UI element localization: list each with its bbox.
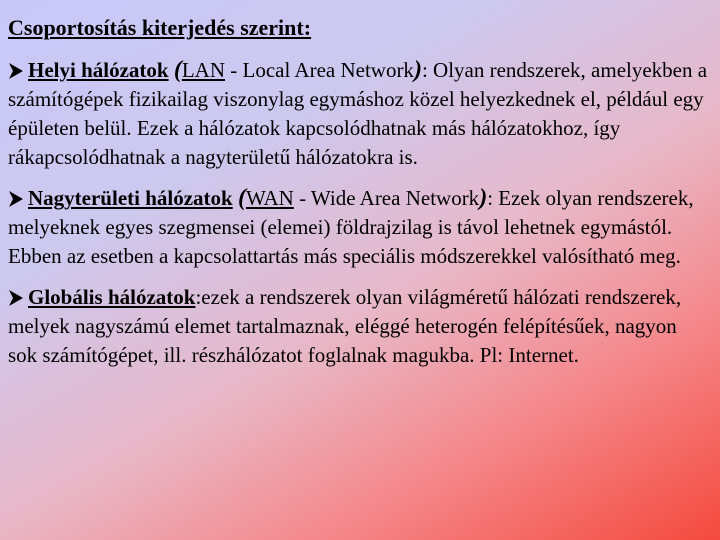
slide-title: Csoportosítás kiterjedés szerint: (8, 15, 312, 40)
expansion-wan: - Wide Area Network (293, 186, 480, 210)
paren-open: ( (173, 57, 182, 83)
paren-open: ( (237, 185, 246, 211)
list-item-global (8, 283, 708, 370)
term-wan: Nagyterületi hálózatok (28, 186, 233, 210)
expansion-lan: - Local Area Network (225, 58, 414, 82)
arrow-bullet-icon (8, 187, 28, 205)
paren-close: ) (413, 57, 422, 83)
term-lan: Helyi hálózatok (28, 58, 169, 82)
abbr-lan: LAN (181, 58, 226, 82)
paren-close: ) (479, 185, 488, 211)
description-lan: : Olyan rendszerek, amelyekben a számítógépek fizikailag viszonylag egymáshoz közel helyezkednek el, például egy épületen belül. Ezek a hálózatok kapcsolódhatnak más hálózatokhoz, így rákapcsolódhatnak a nagyterületű hálózatokra is. (8, 58, 708, 169)
term-global: Globális hálózatok (28, 285, 196, 309)
list-item-lan (8, 56, 708, 172)
list-item-wan (8, 184, 708, 271)
abbr-wan: WAN (245, 186, 294, 210)
description-wan: : Ezek olyan rendszerek, melyeknek egyes szegmensei (elemei) földrajzilag is távol lehetnek egymástól. Ebben az esetben a kapcsolattartás más speciális módszerekkel valósítható meg. (8, 186, 694, 268)
arrow-bullet-icon (8, 286, 28, 304)
description-global: :ezek a rendszerek olyan világméretű hálózati rendszerek, melyek nagyszámú elemet tartalmaznak, eléggé heterogén felépítésűek, nagyon sok számítógépet, ill. részhálózatot foglalnak magukba. Pl: Internet. (8, 285, 682, 367)
arrow-bullet-icon (8, 59, 28, 77)
